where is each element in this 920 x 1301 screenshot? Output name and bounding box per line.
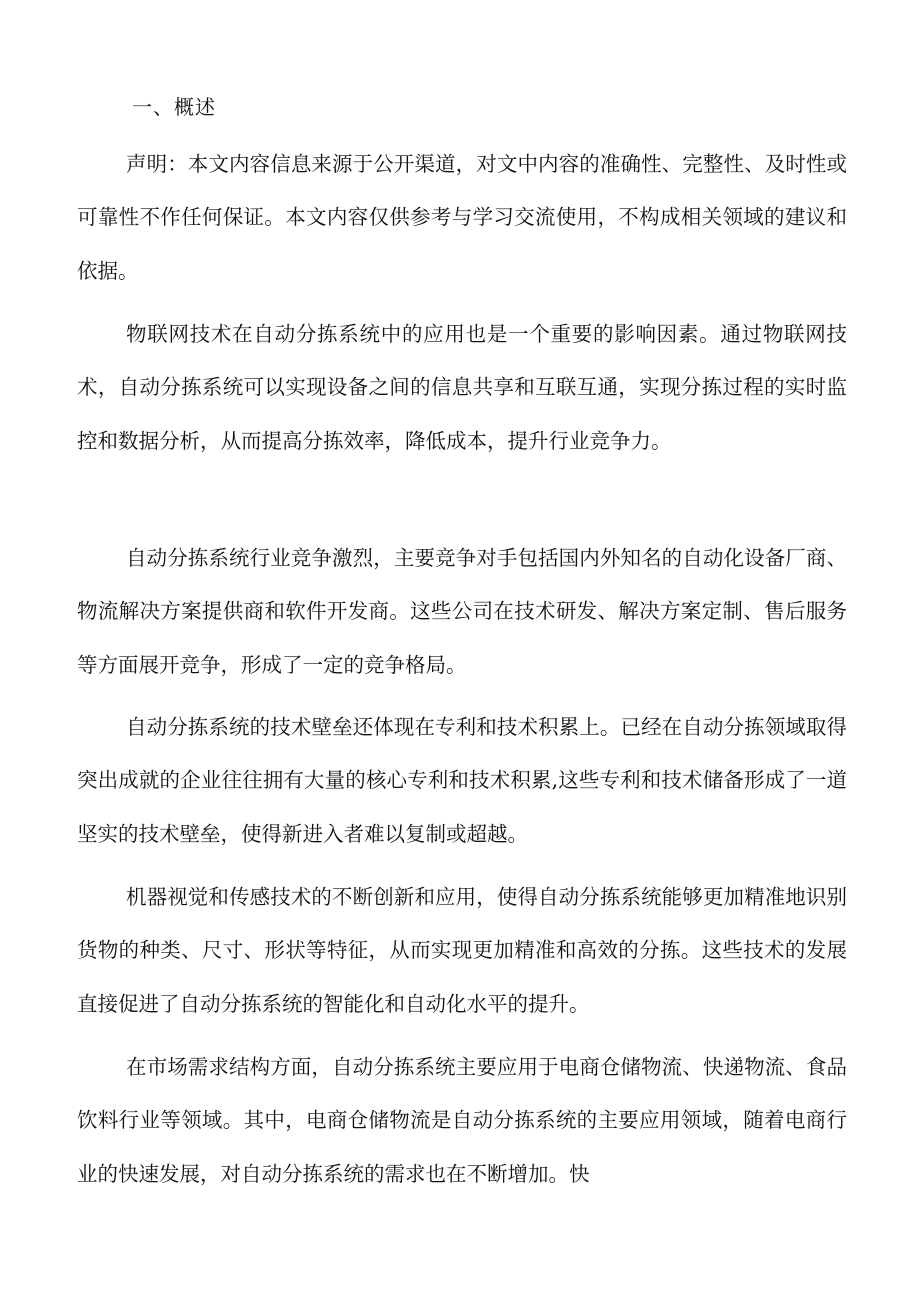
body-paragraph-patents: 自动分拣系统的技术壁垒还体现在专利和技术积累上。已经在自动分拣领域取得突出成就的企业往往拥有大量的核心专利和技术积累,这些专利和技术储备形成了一道坚实的技术壁垒，使得新进入者难以复制或超越。	[77, 715, 847, 846]
body-paragraph-competition: 自动分拣系统行业竞争激烈，主要竞争对手包括国内外知名的自动化设备厂商、物流解决方案提供商和软件开发商。这些公司在技术研发、解决方案定制、售后服务等方面展开竞争，形成了一定的竞争格局。	[77, 546, 847, 677]
body-paragraph-market-demand: 在市场需求结构方面，自动分拣系统主要应用于电商仓储物流、快递物流、食品饮料行业等领域。其中，电商仓储物流是自动分拣系统的主要应用领域，随着电商行业的快速发展，对自动分拣系统的需求也在不断增加。快	[77, 1055, 847, 1186]
disclaimer-paragraph: 声明：本文内容信息来源于公开渠道，对文中内容的准确性、完整性、及时性或可靠性不作任何保证。本文内容仅供参考与学习交流使用，不构成相关领域的建议和依据。	[77, 152, 847, 283]
body-paragraph-machine-vision: 机器视觉和传感技术的不断创新和应用，使得自动分拣系统能够更加精准地识别货物的种类、尺寸、形状等特征，从而实现更加精准和高效的分拣。这些技术的发展直接促进了自动分拣系统的智能化和自动化水平的提升。	[77, 885, 847, 1016]
section-heading: 一、概述	[132, 95, 216, 119]
body-paragraph-iot: 物联网技术在自动分拣系统中的应用也是一个重要的影响因素。通过物联网技术，自动分拣系统可以实现设备之间的信息共享和互联互通，实现分拣过程的实时监控和数据分析，从而提高分拣效率，降低成本，提升行业竞争力。	[77, 322, 847, 453]
